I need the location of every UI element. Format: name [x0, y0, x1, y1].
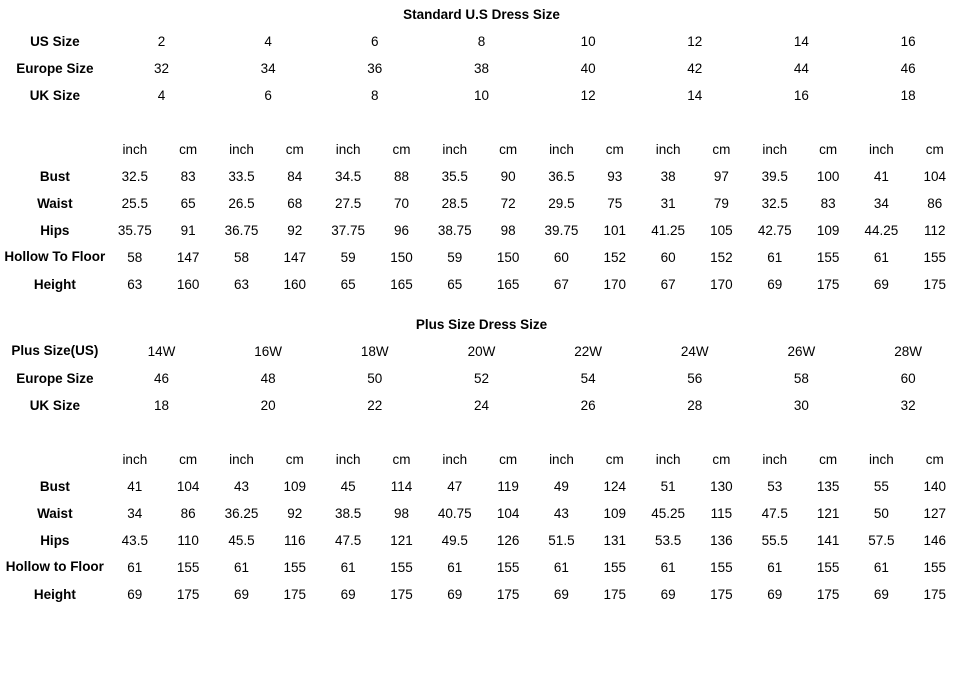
waist-inch-3: 27.5 — [321, 190, 374, 217]
eu-size-38: 38 — [428, 55, 535, 82]
height-cm-3: 165 — [375, 271, 428, 298]
plus-hips-cm-8: 146 — [908, 527, 961, 554]
unit-cm-5: cm — [588, 136, 641, 163]
hollow-cm-1: 147 — [161, 244, 214, 271]
unit-inch-1: inch — [108, 136, 161, 163]
row-label-plus-europe-size: Europe Size — [2, 365, 109, 392]
plus-eu-56: 56 — [641, 365, 748, 392]
plus-uk-26: 26 — [535, 392, 642, 419]
height-cm-1: 160 — [161, 271, 214, 298]
plus-height-inch-2: 69 — [215, 581, 268, 608]
plus-hollow-cm-2: 155 — [268, 554, 321, 581]
plus-hollow-inch-3: 61 — [321, 554, 374, 581]
hollow-cm-7: 155 — [801, 244, 854, 271]
plus-hips-cm-6: 136 — [695, 527, 748, 554]
plus-uk-28: 28 — [641, 392, 748, 419]
plus-unit-inch-2: inch — [215, 446, 268, 473]
uk-size-16: 16 — [748, 82, 855, 109]
unit-inch-8: inch — [855, 136, 908, 163]
plus-height-inch-6: 69 — [641, 581, 694, 608]
plus-waist-inch-3: 38.5 — [321, 500, 374, 527]
hips-cm-5: 101 — [588, 217, 641, 244]
row-label-plus-units — [2, 446, 109, 473]
uk-size-14: 14 — [641, 82, 748, 109]
bust-cm-1: 83 — [161, 163, 214, 190]
unit-cm-4: cm — [481, 136, 534, 163]
us-size-6: 6 — [321, 28, 428, 55]
plus-unit-cm-8: cm — [908, 446, 961, 473]
plus-waist-cm-8: 127 — [908, 500, 961, 527]
waist-inch-2: 26.5 — [215, 190, 268, 217]
plus-hips-inch-6: 53.5 — [641, 527, 694, 554]
bust-cm-6: 97 — [695, 163, 748, 190]
hollow-inch-2: 58 — [215, 244, 268, 271]
height-cm-4: 165 — [481, 271, 534, 298]
row-label-plus-height: Height — [2, 581, 109, 608]
plus-eu-60: 60 — [855, 365, 962, 392]
unit-cm-2: cm — [268, 136, 321, 163]
hollow-cm-8: 155 — [908, 244, 961, 271]
us-size-14: 14 — [748, 28, 855, 55]
unit-inch-2: inch — [215, 136, 268, 163]
unit-inch-7: inch — [748, 136, 801, 163]
hips-cm-4: 98 — [481, 217, 534, 244]
waist-inch-1: 25.5 — [108, 190, 161, 217]
height-cm-2: 160 — [268, 271, 321, 298]
table-row — [2, 527, 962, 554]
row-label-plus-uk-size: UK Size — [2, 392, 109, 419]
spacer-row — [2, 419, 962, 446]
height-inch-6: 67 — [641, 271, 694, 298]
row-label-hips: Hips — [2, 217, 109, 244]
section-gap — [0, 298, 963, 310]
plus-bust-inch-4: 47 — [428, 473, 481, 500]
hips-inch-1: 35.75 — [108, 217, 161, 244]
table-row — [2, 163, 962, 190]
plus-unit-cm-1: cm — [161, 446, 214, 473]
uk-size-8: 8 — [321, 82, 428, 109]
plus-uk-30: 30 — [748, 392, 855, 419]
row-label-plus-waist: Waist — [2, 500, 109, 527]
plus-hips-inch-2: 45.5 — [215, 527, 268, 554]
bust-cm-8: 104 — [908, 163, 961, 190]
uk-size-6: 6 — [215, 82, 322, 109]
table-row — [2, 136, 962, 163]
hips-cm-6: 105 — [695, 217, 748, 244]
plus-size-14w: 14W — [108, 338, 215, 365]
plus-uk-22: 22 — [321, 392, 428, 419]
us-size-8: 8 — [428, 28, 535, 55]
plus-size-24w: 24W — [641, 338, 748, 365]
height-inch-5: 67 — [535, 271, 588, 298]
plus-unit-cm-5: cm — [588, 446, 641, 473]
plus-waist-cm-5: 109 — [588, 500, 641, 527]
hollow-inch-8: 61 — [855, 244, 908, 271]
plus-bust-inch-7: 53 — [748, 473, 801, 500]
plus-height-inch-7: 69 — [748, 581, 801, 608]
hips-inch-6: 41.25 — [641, 217, 694, 244]
unit-cm-8: cm — [908, 136, 961, 163]
height-inch-4: 65 — [428, 271, 481, 298]
plus-waist-cm-2: 92 — [268, 500, 321, 527]
height-inch-3: 65 — [321, 271, 374, 298]
eu-size-32: 32 — [108, 55, 215, 82]
unit-inch-5: inch — [535, 136, 588, 163]
waist-cm-8: 86 — [908, 190, 961, 217]
height-cm-5: 170 — [588, 271, 641, 298]
plus-height-cm-3: 175 — [375, 581, 428, 608]
plus-size-16w: 16W — [215, 338, 322, 365]
row-label-units — [2, 136, 109, 163]
unit-cm-6: cm — [695, 136, 748, 163]
plus-unit-cm-4: cm — [481, 446, 534, 473]
plus-size-28w: 28W — [855, 338, 962, 365]
plus-bust-inch-2: 43 — [215, 473, 268, 500]
eu-size-40: 40 — [535, 55, 642, 82]
plus-hollow-inch-7: 61 — [748, 554, 801, 581]
plus-hips-inch-1: 43.5 — [108, 527, 161, 554]
us-size-4: 4 — [215, 28, 322, 55]
table-row — [2, 190, 962, 217]
hips-cm-1: 91 — [161, 217, 214, 244]
plus-hips-cm-7: 141 — [801, 527, 854, 554]
bust-inch-1: 32.5 — [108, 163, 161, 190]
eu-size-42: 42 — [641, 55, 748, 82]
waist-inch-6: 31 — [641, 190, 694, 217]
plus-uk-24: 24 — [428, 392, 535, 419]
height-inch-1: 63 — [108, 271, 161, 298]
bust-inch-7: 39.5 — [748, 163, 801, 190]
plus-unit-cm-6: cm — [695, 446, 748, 473]
plus-waist-inch-1: 34 — [108, 500, 161, 527]
plus-unit-cm-2: cm — [268, 446, 321, 473]
plus-height-cm-2: 175 — [268, 581, 321, 608]
plus-unit-inch-7: inch — [748, 446, 801, 473]
waist-cm-1: 65 — [161, 190, 214, 217]
plus-size-20w: 20W — [428, 338, 535, 365]
plus-height-cm-4: 175 — [481, 581, 534, 608]
bust-cm-4: 90 — [481, 163, 534, 190]
plus-height-inch-5: 69 — [535, 581, 588, 608]
plus-hollow-cm-4: 155 — [481, 554, 534, 581]
unit-cm-3: cm — [375, 136, 428, 163]
table-row — [2, 338, 962, 365]
height-inch-8: 69 — [855, 271, 908, 298]
hips-cm-3: 96 — [375, 217, 428, 244]
row-label-plus-hips: Hips — [2, 527, 109, 554]
plus-bust-inch-1: 41 — [108, 473, 161, 500]
plus-waist-cm-6: 115 — [695, 500, 748, 527]
plus-bust-inch-8: 55 — [855, 473, 908, 500]
bust-cm-7: 100 — [801, 163, 854, 190]
plus-height-inch-1: 69 — [108, 581, 161, 608]
plus-unit-inch-3: inch — [321, 446, 374, 473]
plus-waist-cm-7: 121 — [801, 500, 854, 527]
plus-bust-cm-8: 140 — [908, 473, 961, 500]
table-row — [2, 392, 962, 419]
plus-size-26w: 26W — [748, 338, 855, 365]
bust-inch-3: 34.5 — [321, 163, 374, 190]
table-row — [2, 446, 962, 473]
plus-bust-cm-6: 130 — [695, 473, 748, 500]
plus-eu-52: 52 — [428, 365, 535, 392]
table-title-row — [2, 1, 962, 28]
plus-title: Plus Size Dress Size — [2, 311, 962, 338]
unit-cm-1: cm — [161, 136, 214, 163]
plus-eu-46: 46 — [108, 365, 215, 392]
plus-hollow-inch-4: 61 — [428, 554, 481, 581]
table-row — [2, 217, 962, 244]
row-label-bust: Bust — [2, 163, 109, 190]
hollow-cm-5: 152 — [588, 244, 641, 271]
plus-uk-20: 20 — [215, 392, 322, 419]
hips-inch-2: 36.75 — [215, 217, 268, 244]
plus-bust-inch-5: 49 — [535, 473, 588, 500]
plus-height-inch-4: 69 — [428, 581, 481, 608]
eu-size-46: 46 — [855, 55, 962, 82]
plus-unit-inch-4: inch — [428, 446, 481, 473]
plus-uk-32: 32 — [855, 392, 962, 419]
height-inch-2: 63 — [215, 271, 268, 298]
row-label-us-size: US Size — [2, 28, 109, 55]
waist-inch-4: 28.5 — [428, 190, 481, 217]
plus-hollow-cm-5: 155 — [588, 554, 641, 581]
plus-bust-cm-5: 124 — [588, 473, 641, 500]
plus-hips-cm-1: 110 — [161, 527, 214, 554]
plus-hips-cm-3: 121 — [375, 527, 428, 554]
plus-hollow-inch-5: 61 — [535, 554, 588, 581]
row-label-height: Height — [2, 271, 109, 298]
height-cm-6: 170 — [695, 271, 748, 298]
plus-bust-cm-7: 135 — [801, 473, 854, 500]
row-label-plus-bust: Bust — [2, 473, 109, 500]
waist-inch-5: 29.5 — [535, 190, 588, 217]
waist-cm-5: 75 — [588, 190, 641, 217]
plus-eu-54: 54 — [535, 365, 642, 392]
plus-bust-cm-1: 104 — [161, 473, 214, 500]
bust-cm-2: 84 — [268, 163, 321, 190]
bust-inch-6: 38 — [641, 163, 694, 190]
plus-size-18w: 18W — [321, 338, 428, 365]
hollow-inch-7: 61 — [748, 244, 801, 271]
waist-cm-7: 83 — [801, 190, 854, 217]
table-row — [2, 554, 962, 581]
row-label-europe-size: Europe Size — [2, 55, 109, 82]
us-size-12: 12 — [641, 28, 748, 55]
unit-inch-3: inch — [321, 136, 374, 163]
plus-hips-inch-3: 47.5 — [321, 527, 374, 554]
height-cm-8: 175 — [908, 271, 961, 298]
waist-cm-3: 70 — [375, 190, 428, 217]
us-size-16: 16 — [855, 28, 962, 55]
plus-height-cm-1: 175 — [161, 581, 214, 608]
plus-eu-48: 48 — [215, 365, 322, 392]
hips-cm-8: 112 — [908, 217, 961, 244]
plus-unit-inch-6: inch — [641, 446, 694, 473]
us-size-2: 2 — [108, 28, 215, 55]
hips-cm-2: 92 — [268, 217, 321, 244]
plus-hips-inch-7: 55.5 — [748, 527, 801, 554]
waist-cm-6: 79 — [695, 190, 748, 217]
height-cm-7: 175 — [801, 271, 854, 298]
waist-cm-4: 72 — [481, 190, 534, 217]
plus-hollow-cm-1: 155 — [161, 554, 214, 581]
hollow-inch-3: 59 — [321, 244, 374, 271]
plus-hollow-inch-2: 61 — [215, 554, 268, 581]
plus-hollow-cm-6: 155 — [695, 554, 748, 581]
plus-waist-cm-1: 86 — [161, 500, 214, 527]
spacer-cell — [2, 419, 962, 446]
table-row — [2, 500, 962, 527]
plus-hips-inch-5: 51.5 — [535, 527, 588, 554]
hollow-cm-3: 150 — [375, 244, 428, 271]
uk-size-4: 4 — [108, 82, 215, 109]
plus-height-cm-6: 175 — [695, 581, 748, 608]
table-title-row — [2, 311, 962, 338]
eu-size-36: 36 — [321, 55, 428, 82]
unit-inch-6: inch — [641, 136, 694, 163]
plus-height-cm-7: 175 — [801, 581, 854, 608]
eu-size-44: 44 — [748, 55, 855, 82]
spacer-cell — [2, 109, 962, 136]
uk-size-10: 10 — [428, 82, 535, 109]
hips-inch-5: 39.75 — [535, 217, 588, 244]
plus-waist-inch-6: 45.25 — [641, 500, 694, 527]
plus-hollow-inch-8: 61 — [855, 554, 908, 581]
hips-inch-4: 38.75 — [428, 217, 481, 244]
row-label-hollow-to-floor: Hollow To Floor — [2, 244, 109, 271]
plus-unit-cm-3: cm — [375, 446, 428, 473]
hips-cm-7: 109 — [801, 217, 854, 244]
bust-inch-5: 36.5 — [535, 163, 588, 190]
table-row — [2, 365, 962, 392]
plus-hollow-cm-3: 155 — [375, 554, 428, 581]
hollow-cm-6: 152 — [695, 244, 748, 271]
spacer-row — [2, 109, 962, 136]
row-label-plus-size-us: Plus Size(US) — [2, 338, 109, 365]
plus-height-cm-5: 175 — [588, 581, 641, 608]
plus-waist-inch-4: 40.75 — [428, 500, 481, 527]
plus-unit-inch-5: inch — [535, 446, 588, 473]
plus-waist-inch-8: 50 — [855, 500, 908, 527]
uk-size-12: 12 — [535, 82, 642, 109]
plus-waist-inch-7: 47.5 — [748, 500, 801, 527]
hollow-inch-4: 59 — [428, 244, 481, 271]
hollow-cm-2: 147 — [268, 244, 321, 271]
plus-waist-cm-3: 98 — [375, 500, 428, 527]
plus-unit-cm-7: cm — [801, 446, 854, 473]
plus-bust-inch-6: 51 — [641, 473, 694, 500]
hollow-inch-6: 60 — [641, 244, 694, 271]
table-row — [2, 28, 962, 55]
uk-size-18: 18 — [855, 82, 962, 109]
plus-hips-inch-4: 49.5 — [428, 527, 481, 554]
hips-inch-8: 44.25 — [855, 217, 908, 244]
table-row — [2, 271, 962, 298]
plus-waist-inch-5: 43 — [535, 500, 588, 527]
plus-height-inch-8: 69 — [855, 581, 908, 608]
plus-hips-cm-5: 131 — [588, 527, 641, 554]
table-row — [2, 473, 962, 500]
plus-hollow-cm-8: 155 — [908, 554, 961, 581]
plus-waist-inch-2: 36.25 — [215, 500, 268, 527]
us-size-10: 10 — [535, 28, 642, 55]
hips-inch-7: 42.75 — [748, 217, 801, 244]
plus-eu-50: 50 — [321, 365, 428, 392]
eu-size-34: 34 — [215, 55, 322, 82]
table-row — [2, 244, 962, 271]
plus-hollow-inch-1: 61 — [108, 554, 161, 581]
height-inch-7: 69 — [748, 271, 801, 298]
waist-inch-8: 34 — [855, 190, 908, 217]
bust-inch-4: 35.5 — [428, 163, 481, 190]
table-row — [2, 581, 962, 608]
plus-uk-18: 18 — [108, 392, 215, 419]
bust-cm-3: 88 — [375, 163, 428, 190]
hollow-inch-5: 60 — [535, 244, 588, 271]
plus-hips-inch-8: 57.5 — [855, 527, 908, 554]
plus-hips-cm-4: 126 — [481, 527, 534, 554]
waist-cm-2: 68 — [268, 190, 321, 217]
plus-height-inch-3: 69 — [321, 581, 374, 608]
plus-bust-cm-3: 114 — [375, 473, 428, 500]
standard-title: Standard U.S Dress Size — [2, 1, 962, 28]
plus-size-22w: 22W — [535, 338, 642, 365]
bust-cm-5: 93 — [588, 163, 641, 190]
plus-hips-cm-2: 116 — [268, 527, 321, 554]
plus-eu-58: 58 — [748, 365, 855, 392]
row-label-uk-size: UK Size — [2, 82, 109, 109]
plus-bust-cm-4: 119 — [481, 473, 534, 500]
plus-bust-cm-2: 109 — [268, 473, 321, 500]
hips-inch-3: 37.75 — [321, 217, 374, 244]
unit-cm-7: cm — [801, 136, 854, 163]
plus-height-cm-8: 175 — [908, 581, 961, 608]
plus-unit-inch-1: inch — [108, 446, 161, 473]
plus-bust-inch-3: 45 — [321, 473, 374, 500]
row-label-waist: Waist — [2, 190, 109, 217]
plus-size-table — [1, 310, 962, 608]
bust-inch-8: 41 — [855, 163, 908, 190]
table-row — [2, 55, 962, 82]
standard-size-table — [1, 0, 962, 298]
table-row — [2, 82, 962, 109]
plus-waist-cm-4: 104 — [481, 500, 534, 527]
hollow-cm-4: 150 — [481, 244, 534, 271]
plus-hollow-inch-6: 61 — [641, 554, 694, 581]
unit-inch-4: inch — [428, 136, 481, 163]
plus-hollow-cm-7: 155 — [801, 554, 854, 581]
bust-inch-2: 33.5 — [215, 163, 268, 190]
plus-unit-inch-8: inch — [855, 446, 908, 473]
row-label-plus-hollow-to-floor: Hollow to Floor — [2, 554, 109, 581]
hollow-inch-1: 58 — [108, 244, 161, 271]
waist-inch-7: 32.5 — [748, 190, 801, 217]
